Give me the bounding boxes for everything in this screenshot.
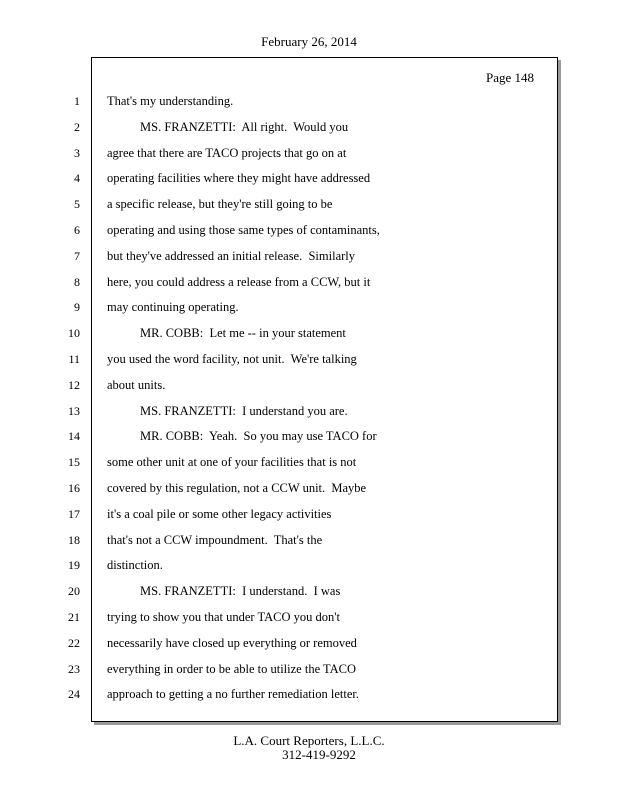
transcript-line: operating facilities where they might have addressed xyxy=(107,171,371,186)
transcript-line: MR. COBB: Let me -- in your statement xyxy=(140,326,346,341)
line-number: 11 xyxy=(68,351,80,366)
line-number: 24 xyxy=(68,687,80,702)
line-number-column xyxy=(0,93,80,712)
transcript-line: MS. FRANZETTI: I understand you are. xyxy=(140,403,348,418)
transcript-line: That's my understanding. xyxy=(107,94,234,108)
transcript-line: trying to show you that under TACO you don't xyxy=(107,609,340,624)
transcript-line: agree that there are TACO projects that go on at xyxy=(107,145,347,160)
transcript-line: some other unit at one of your facilities that is not xyxy=(107,455,357,470)
line-number: 7 xyxy=(74,248,80,263)
line-number: 20 xyxy=(68,584,80,599)
transcript-line: that's not a CCW impoundment. That's the xyxy=(107,532,323,547)
transcript-line: covered by this regulation, not a CCW unit. Maybe xyxy=(107,480,367,495)
line-number: 13 xyxy=(68,403,80,418)
line-number: 6 xyxy=(74,222,80,237)
transcript-line: about units. xyxy=(107,377,166,392)
line-number: 16 xyxy=(68,480,80,495)
footer xyxy=(0,734,618,762)
transcript-line: everything in order to be able to utilize the TACO xyxy=(107,661,357,676)
line-number: 15 xyxy=(68,455,80,470)
transcript-line: approach to getting a no further remediation letter. xyxy=(107,687,359,702)
line-number: 14 xyxy=(68,429,80,444)
footer-company: L.A. Court Reporters, L.L.C. xyxy=(233,733,385,748)
line-number: 18 xyxy=(68,532,80,547)
transcript-line: it's a coal pile or some other legacy activities xyxy=(107,506,332,521)
line-number: 17 xyxy=(68,506,80,521)
transcript-line: MS. FRANZETTI: All right. Would you xyxy=(140,119,349,134)
transcript-line: but they've addressed an initial release. Similarly xyxy=(107,248,356,263)
transcript-body xyxy=(107,93,547,712)
transcript-line: here, you could address a release from a CCW, but it xyxy=(107,274,371,289)
line-number: 2 xyxy=(74,119,80,134)
line-number: 8 xyxy=(74,274,80,289)
line-number: 10 xyxy=(68,326,80,341)
line-number: 1 xyxy=(74,94,80,108)
line-number: 4 xyxy=(74,171,80,186)
transcript-line: distinction. xyxy=(107,558,163,573)
line-number: 19 xyxy=(68,558,80,573)
line-number: 9 xyxy=(74,300,80,315)
header-date: February 26, 2014 xyxy=(261,34,357,49)
line-number: 22 xyxy=(68,635,80,650)
line-number: 3 xyxy=(74,145,80,160)
page-number: Page 148 xyxy=(485,70,534,85)
transcript-line: MR. COBB: Yeah. So you may use TACO for xyxy=(140,429,377,444)
line-number: 23 xyxy=(68,661,80,676)
footer-phone: 312-419-9292 xyxy=(282,747,356,762)
transcript-line: necessarily have closed up everything or removed xyxy=(107,635,357,650)
line-number: 5 xyxy=(74,197,80,212)
transcript-line: you used the word facility, not unit. We're talking xyxy=(107,351,357,366)
line-number: 21 xyxy=(68,609,80,624)
line-number: 12 xyxy=(68,377,80,392)
transcript-line: MS. FRANZETTI: I understand. I was xyxy=(140,584,341,599)
transcript-line: a specific release, but they're still going to be xyxy=(107,197,333,212)
transcript-line: may continuing operating. xyxy=(107,300,239,315)
transcript-line: operating and using those same types of contaminants, xyxy=(107,222,380,237)
